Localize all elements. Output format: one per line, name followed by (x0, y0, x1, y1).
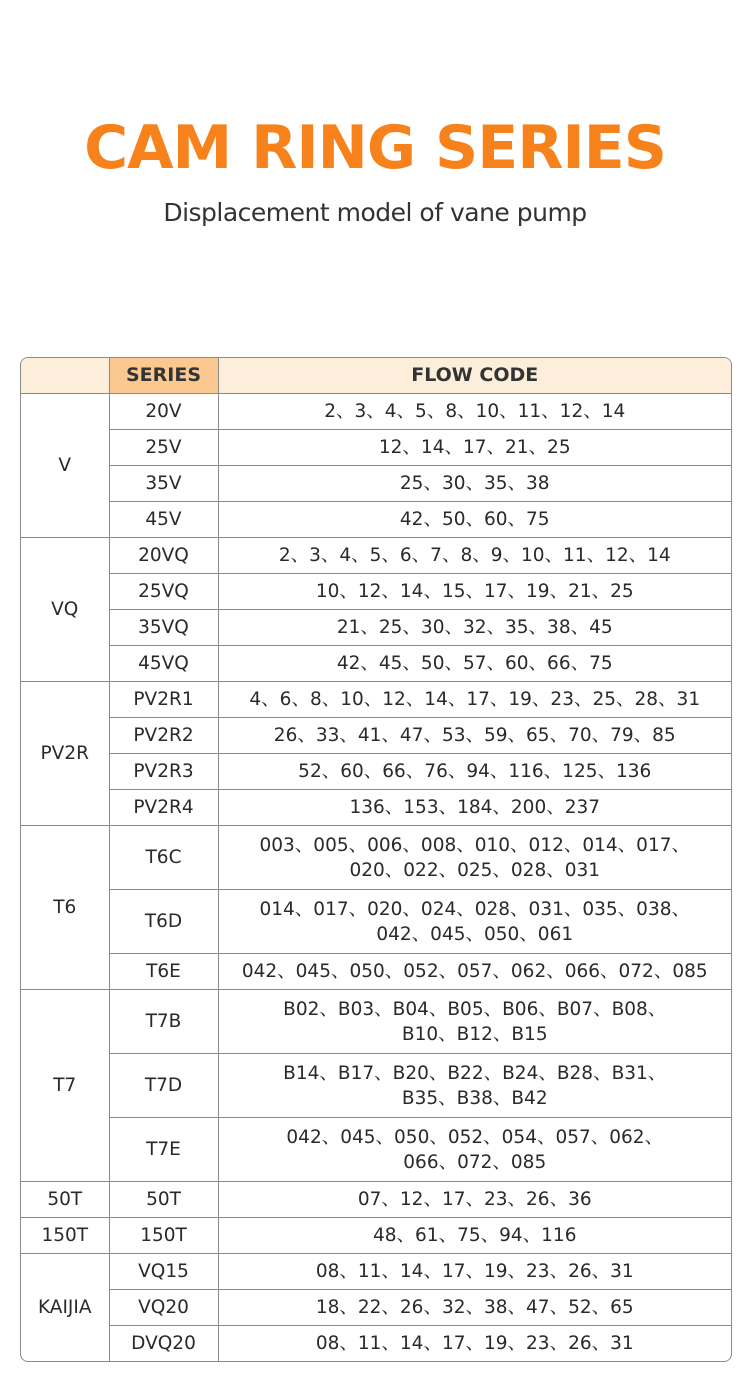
flow-code-line: B10、B12、B15 (401, 1023, 548, 1045)
series-cell: VQ15 (109, 1254, 218, 1290)
series-cell: 150T (109, 1218, 218, 1254)
table-row (21, 754, 731, 790)
group-cell: 50T (21, 1182, 109, 1218)
group-cell: T6 (21, 826, 109, 990)
flow-code-cell (218, 394, 731, 430)
header-flow-code: FLOW CODE (218, 358, 731, 394)
flow-code-table (20, 357, 732, 1362)
flow-code-cell (218, 466, 731, 502)
group-cell: V (21, 394, 109, 538)
flow-code-line: 2、3、4、5、6、7、8、9、10、11、12、14 (278, 545, 671, 566)
flow-code-cell (218, 430, 731, 466)
flow-code-line: 48、61、75、94、116 (373, 1225, 577, 1246)
flow-code-cell (218, 990, 731, 1054)
page-subtitle: Displacement model of vane pump (163, 198, 587, 227)
flow-code-cell (218, 826, 731, 890)
flow-code-cell (218, 646, 731, 682)
flow-code-line: 2、3、4、5、8、10、11、12、14 (324, 401, 626, 422)
flow-code-cell (218, 1326, 731, 1362)
series-cell: T7D (109, 1054, 218, 1118)
series-cell: PV2R4 (109, 790, 218, 826)
flow-code-line: 07、12、17、23、26、36 (357, 1189, 592, 1210)
page-title: CAM RING SERIES (84, 113, 666, 183)
series-cell: 35V (109, 466, 218, 502)
flow-code-cell (218, 538, 731, 574)
flow-code-line: 21、25、30、32、35、38、45 (336, 617, 613, 638)
flow-code-cell (218, 1290, 731, 1326)
flow-code-cell (218, 954, 731, 990)
table-row (21, 610, 731, 646)
flow-code-cell (218, 718, 731, 754)
series-cell: 25VQ (109, 574, 218, 610)
series-cell: PV2R3 (109, 754, 218, 790)
series-cell: 20V (109, 394, 218, 430)
flow-code-line: 12、14、17、21、25 (378, 437, 571, 458)
flow-code-line: 25、30、35、38 (399, 473, 550, 494)
table-row (21, 682, 731, 718)
table-row (21, 1118, 731, 1182)
flow-code-line: B35、B38、B42 (401, 1087, 548, 1109)
series-cell: T6E (109, 954, 218, 990)
flow-code-line: B14、B17、B20、B22、B24、B28、B31、 (283, 1062, 667, 1084)
flow-code-cell (218, 1054, 731, 1118)
flow-code-cell (218, 1182, 731, 1218)
series-cell: T6D (109, 890, 218, 954)
flow-code-cell (218, 682, 731, 718)
series-cell: 35VQ (109, 610, 218, 646)
flow-code-line: 020、022、025、028、031 (349, 859, 601, 881)
flow-code-line: 42、50、60、75 (399, 509, 550, 530)
table-row (21, 538, 731, 574)
series-cell: T6C (109, 826, 218, 890)
table-row (21, 990, 731, 1054)
group-cell: VQ (21, 538, 109, 682)
series-cell: 20VQ (109, 538, 218, 574)
flow-code-cell (218, 502, 731, 538)
flow-code-line: 042、045、050、061 (376, 923, 574, 945)
series-cell: 25V (109, 430, 218, 466)
series-cell: T7B (109, 990, 218, 1054)
flow-code-line: 10、12、14、15、17、19、21、25 (315, 581, 634, 602)
flow-code-line: 26、33、41、47、53、59、65、70、79、85 (273, 725, 676, 746)
flow-code-line: 08、11、14、17、19、23、26、31 (315, 1261, 634, 1282)
flow-code-cell (218, 754, 731, 790)
flow-code-line: 42、45、50、57、60、66、75 (336, 653, 613, 674)
table-row (21, 1218, 731, 1254)
flow-code-line: 18、22、26、32、38、47、52、65 (315, 1297, 634, 1318)
header-series: SERIES (109, 358, 218, 394)
group-cell: KAIJIA (21, 1254, 109, 1362)
flow-code-line: B02、B03、B04、B05、B06、B07、B08、 (283, 998, 667, 1020)
flow-code-cell (218, 790, 731, 826)
flow-code-line: 042、045、050、052、054、057、062、 (286, 1126, 664, 1148)
group-cell: 150T (21, 1218, 109, 1254)
flow-code-cell (218, 1218, 731, 1254)
group-cell: PV2R (21, 682, 109, 826)
table-row (21, 718, 731, 754)
flow-code-line: 003、005、006、008、010、012、014、017、 (259, 834, 690, 856)
series-cell: 45VQ (109, 646, 218, 682)
table-row (21, 430, 731, 466)
header-group (21, 358, 109, 394)
flow-code-line: 066、072、085 (403, 1151, 547, 1173)
flow-code-line: 08、11、14、17、19、23、26、31 (315, 1333, 634, 1354)
flow-code-cell (218, 890, 731, 954)
flow-code-line: 4、6、8、10、12、14、17、19、23、25、28、31 (249, 689, 701, 710)
flow-code-cell (218, 1118, 731, 1182)
table-row (21, 890, 731, 954)
series-cell: 45V (109, 502, 218, 538)
flow-code-cell (218, 610, 731, 646)
table-row (21, 1254, 731, 1290)
series-cell: T7E (109, 1118, 218, 1182)
table-row (21, 826, 731, 890)
table-row (21, 466, 731, 502)
table-row (21, 1182, 731, 1218)
flow-code-cell (218, 574, 731, 610)
table-row (21, 502, 731, 538)
table-body (21, 394, 731, 1362)
series-cell: VQ20 (109, 1290, 218, 1326)
table-row (21, 394, 731, 430)
table-row (21, 574, 731, 610)
table-row (21, 790, 731, 826)
flow-code-line: 042、045、050、052、057、062、066、072、085 (241, 961, 708, 982)
table-row (21, 1054, 731, 1118)
table-row (21, 646, 731, 682)
series-cell: PV2R2 (109, 718, 218, 754)
series-cell: 50T (109, 1182, 218, 1218)
flow-code-line: 014、017、020、024、028、031、035、038、 (259, 898, 690, 920)
flow-code-line: 136、153、184、200、237 (349, 797, 601, 818)
table-row (21, 1290, 731, 1326)
flow-code-line: 52、60、66、76、94、116、125、136 (298, 761, 652, 782)
flow-code-cell (218, 1254, 731, 1290)
table-row (21, 1326, 731, 1362)
series-cell: DVQ20 (109, 1326, 218, 1362)
table-header-row (21, 358, 731, 394)
table-row (21, 954, 731, 990)
group-cell: T7 (21, 990, 109, 1182)
series-cell: PV2R1 (109, 682, 218, 718)
